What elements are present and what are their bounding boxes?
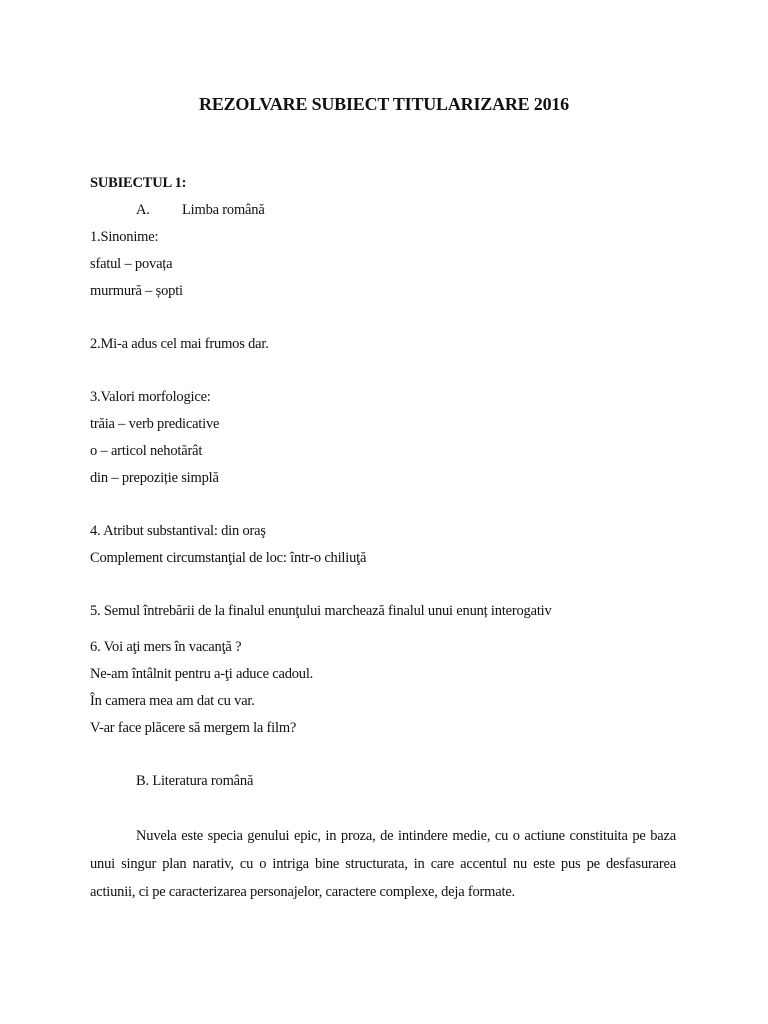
q3-item: o – articol nehotărât [90,443,203,459]
subject-heading: SUBIECTUL 1: [90,175,187,191]
section-b-title: B. Literatura română [136,773,254,789]
q6-item: În camera mea am dat cu var. [90,693,255,709]
q6-item: Ne-am întâlnit pentru a-ţi aduce cadoul. [90,666,314,682]
literature-paragraph: Nuvela este specia genului epic, in proza, de intindere medie, cu o actiune constituita pe baza unui singur plan narativ, cu o intriga bine structurata, in care accentul nu este pus pe desfasurarea actiunii, ci pe caracterizarea personajelor, caractere complexe, deja formate. [90,828,676,900]
q6-item: 6. Voi aţi mers în vacanţă ? [90,639,242,655]
q4-line: 4. Atribut substantival: din oraş [90,523,266,539]
q1-item: sfatul – povața [90,256,173,272]
q3-item: din – prepoziție simplă [90,470,219,486]
q2-answer: 2.Mi-a adus cel mai frumos dar. [90,336,269,352]
document-title: REZOLVARE SUBIECT TITULARIZARE 2016 [199,94,569,114]
q6-item: V-ar face plăcere să mergem la film? [90,720,297,736]
q3-item: trăia – verb predicative [90,416,220,432]
q4-line: Complement circumstanţial de loc: într-o chiliuţă [90,550,367,566]
q5-answer: 5. Semul întrebării de la finalul enunţului marchează finalul unui enunț interogativ [90,603,552,619]
section-a-marker: A. [136,202,150,218]
q3-label: 3.Valori morfologice: [90,389,211,405]
q1-label: 1.Sinonime: [90,229,159,245]
q1-item: murmură – șopti [90,283,183,299]
section-a-title: Limba română [182,202,265,218]
